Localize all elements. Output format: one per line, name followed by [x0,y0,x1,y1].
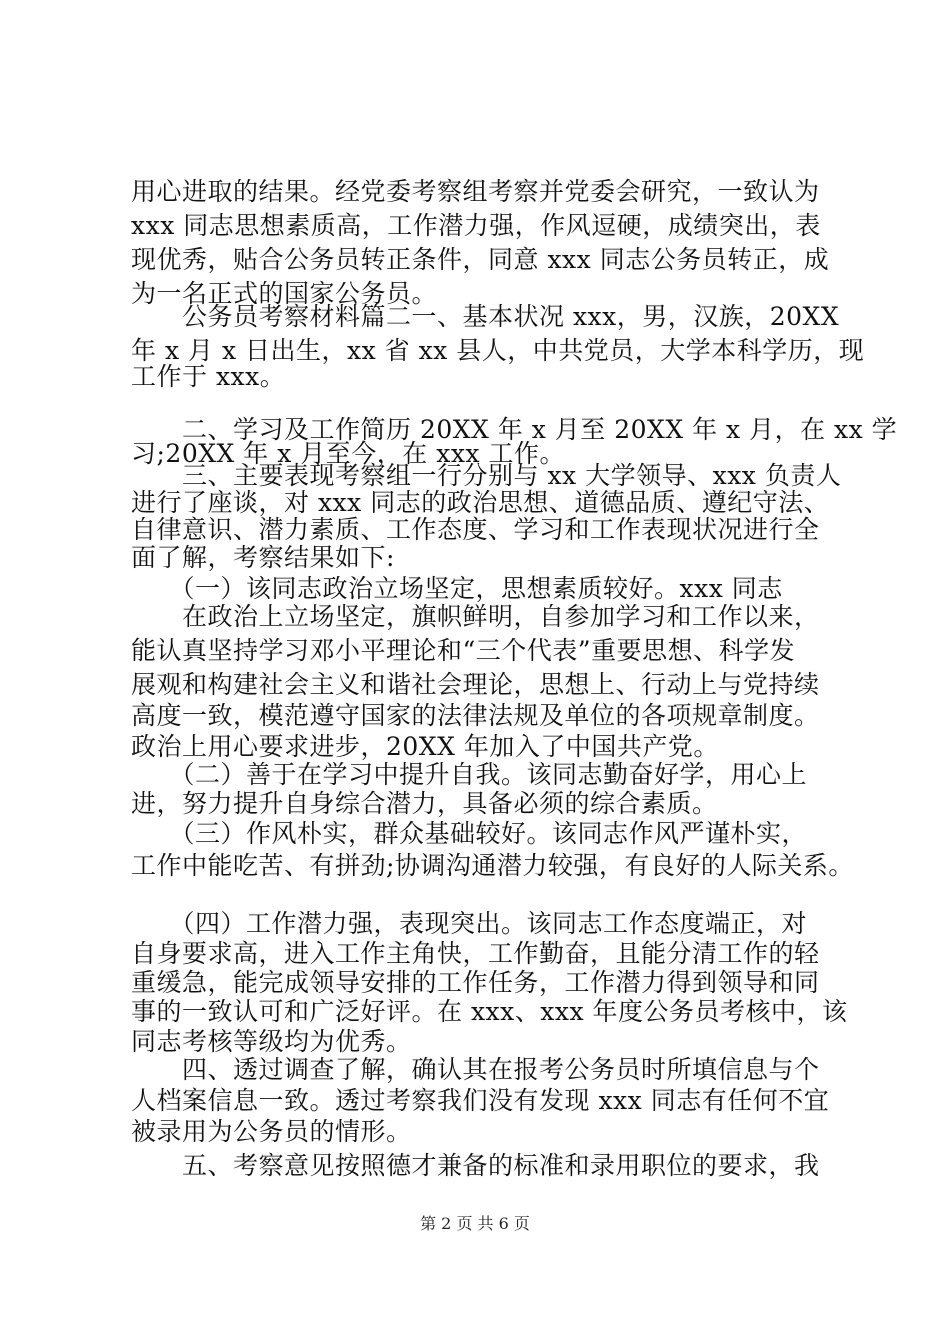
body-text-line: 年 x 月 x 日出生，xx 省 xx 县人，中共党员，大学本科学历，现 [131,336,865,365]
body-text-line: 进行了座谈，对 xxx 同志的政治思想、道德品质、遵纪守法、 [131,488,830,517]
body-text-line: 能认真坚持学习邓小平理论和“三个代表”重要思想、科学发 [131,636,796,665]
body-text-line: 进，努力提升自身综合潜力，具备必须的综合素质。 [131,789,718,818]
body-text-line: 公务员考察材料篇二一、基本状况 xxx，男，汉族，20XX [131,302,840,331]
body-text-line: 为一名正式的国家公务员。 [131,279,438,308]
body-text-line: 自身要求高，进入工作主角快，工作勤奋，且能分清工作的轻 [131,939,820,968]
body-text-line: 二、学习及工作简历 20XX 年 x 月至 20XX 年 x 月，在 xx 学 [131,415,898,444]
body-text-line: 面了解，考察结果如下: [131,543,395,572]
body-text-line: 人档案信息一致。透过考察我们没有发现 xxx 同志有任何不宜 [131,1086,830,1115]
body-text-line: 在政治上立场坚定，旗帜鲜明，自参加学习和工作以来， [131,602,820,631]
body-text-line: 展观和构建社会主义和谐社会理论，思想上、行动上与党持续 [131,670,820,699]
body-text-line: 事的一致认可和广泛好评。在 xxx、xxx 年度公务员考核中，该 [131,997,848,1026]
body-text-line: 五、考察意见按照德才兼备的标准和录用职位的要求，我 [131,1151,820,1180]
body-text-line: xxx 同志思想素质高，工作潜力强，作风逗硬，成绩突出，表 [131,211,821,240]
body-text-line: 四、透过调查了解，确认其在报考公务员时所填信息与个 [131,1055,820,1084]
body-text-line: 政治上用心要求进步，20XX 年加入了中国共产党。 [131,732,719,761]
body-text-line: （一）该同志政治立场坚定，思想素质较好。xxx 同志 [131,574,783,603]
body-text-line: （三）作风朴实，群众基础较好。该同志作风严谨朴实， [131,819,808,848]
body-text-line: （二）善于在学习中提升自我。该同志勤奋好学，用心上 [131,760,808,789]
body-text-line: 用心进取的结果。经党委考察组考察并党委会研究，一致认为 [131,177,820,206]
body-text-line: 被录用为公务员的情形。 [131,1117,412,1146]
body-text-line: 同志考核等级均为优秀。 [131,1027,412,1056]
body-text-line: 习;20XX 年 x 月至今，在 xxx 工作。 [131,439,565,468]
body-text-line: 现优秀，贴合公务员转正条件，同意 xxx 同志公务员转正，成 [131,245,830,274]
body-text-line: 工作中能吃苦、有拼劲;协调沟通潜力较强，有良好的人际关系。 [131,851,854,880]
body-text-line: 自律意识、潜力素质、工作态度、学习和工作表现状况进行全 [131,515,820,544]
body-text-line: 三、主要表现考察组一行分别与 xx 大学领导、xxx 负责人 [131,461,842,490]
body-text-line: （四）工作潜力强，表现突出。该同志工作态度端正，对 [131,909,808,938]
page-number-footer: 第 2 页 共 6 页 [420,1214,530,1233]
body-text-line: 高度一致，模范遵守国家的法律法规及单位的各项规章制度。 [131,701,820,730]
body-text-line: 重缓急，能完成领导安排的工作任务，工作潜力得到领导和同 [131,968,820,997]
body-text-line: 工作于 xxx。 [131,362,286,391]
